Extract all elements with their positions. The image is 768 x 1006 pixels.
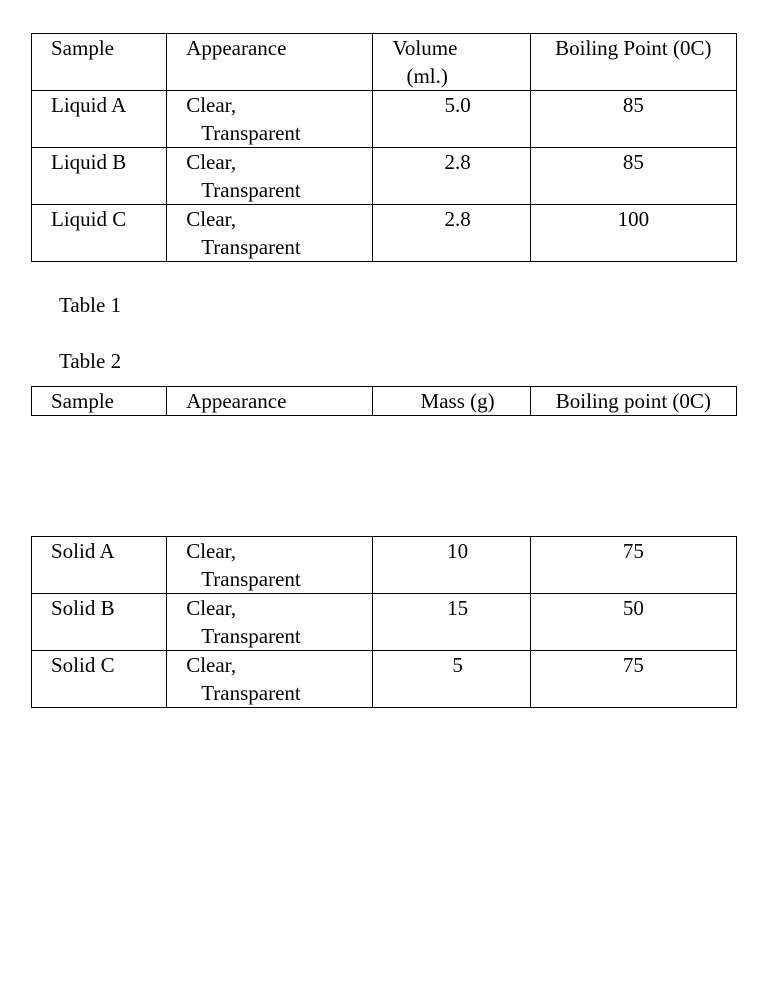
table-1-cell-sample: Liquid A xyxy=(32,91,167,148)
table-2-header-row xyxy=(32,387,737,416)
table-2-cell-boiling: 75 xyxy=(530,537,736,594)
table-2-header xyxy=(31,386,737,416)
table-1-cell-sample: Liquid C xyxy=(32,205,167,262)
appearance-line1: Clear, xyxy=(186,596,237,620)
table-2-cell-mass: 10 xyxy=(373,537,530,594)
table-1-cell-volume: 5.0 xyxy=(373,91,530,148)
table-row xyxy=(32,651,737,708)
table-1-cell-boiling: 85 xyxy=(530,91,736,148)
table-2-cell-boiling: 50 xyxy=(530,594,736,651)
table-1-header-volume xyxy=(373,34,530,91)
table-1-cell-boiling: 100 xyxy=(530,205,736,262)
appearance-line1: Clear, xyxy=(186,539,237,563)
table-2-cell-boiling: 75 xyxy=(530,651,736,708)
appearance-line2: Transparent xyxy=(201,567,301,591)
table-1-cell-boiling: 85 xyxy=(530,148,736,205)
table-row xyxy=(32,594,737,651)
appearance-line2: Transparent xyxy=(201,624,301,648)
appearance-line1: Clear, xyxy=(186,207,237,231)
table-1-header-row xyxy=(32,34,737,91)
table-1-header-appearance: Appearance xyxy=(167,34,373,91)
appearance-line2: Transparent xyxy=(201,121,301,145)
table-2-cell-sample: Solid B xyxy=(32,594,167,651)
table-1-cell-appearance xyxy=(167,205,373,262)
table-2-header-boiling: Boiling point (0C) xyxy=(530,387,736,416)
table-2-cell-mass: 15 xyxy=(373,594,530,651)
table-2-header-sample: Sample xyxy=(32,387,167,416)
table-2-cell-mass: 5 xyxy=(373,651,530,708)
appearance-line1: Clear, xyxy=(186,150,237,174)
table-1-cell-sample: Liquid B xyxy=(32,148,167,205)
appearance-line2: Transparent xyxy=(201,681,301,705)
table-2-header-mass: Mass (g) xyxy=(373,387,530,416)
table-row xyxy=(32,537,737,594)
table-2-cell-appearance xyxy=(167,651,373,708)
table-2-cell-appearance xyxy=(167,594,373,651)
table-2-caption: Table 2 xyxy=(59,349,122,373)
appearance-line1: Clear, xyxy=(186,653,237,677)
table-1-caption: Table 1 xyxy=(59,293,122,317)
table-1-cell-appearance xyxy=(167,148,373,205)
appearance-line2: Transparent xyxy=(201,178,301,202)
table-1 xyxy=(31,33,737,262)
table-1-header-boiling: Boiling Point (0C) xyxy=(530,34,736,91)
table-1-header-volume-line2: (ml.) xyxy=(406,64,448,88)
appearance-line2: Transparent xyxy=(201,235,301,259)
table-1-cell-appearance xyxy=(167,91,373,148)
table-row xyxy=(32,148,737,205)
table-1-header-sample: Sample xyxy=(32,34,167,91)
table-row xyxy=(32,91,737,148)
table-2-cell-appearance xyxy=(167,537,373,594)
table-2-header-appearance: Appearance xyxy=(167,387,373,416)
table-1-cell-volume: 2.8 xyxy=(373,205,530,262)
table-2-cell-sample: Solid C xyxy=(32,651,167,708)
table-1-header-volume-line1: Volume xyxy=(392,36,458,60)
table-1-cell-volume: 2.8 xyxy=(373,148,530,205)
table-2-body xyxy=(31,536,737,708)
table-2-cell-sample: Solid A xyxy=(32,537,167,594)
table-row xyxy=(32,205,737,262)
appearance-line1: Clear, xyxy=(186,93,237,117)
